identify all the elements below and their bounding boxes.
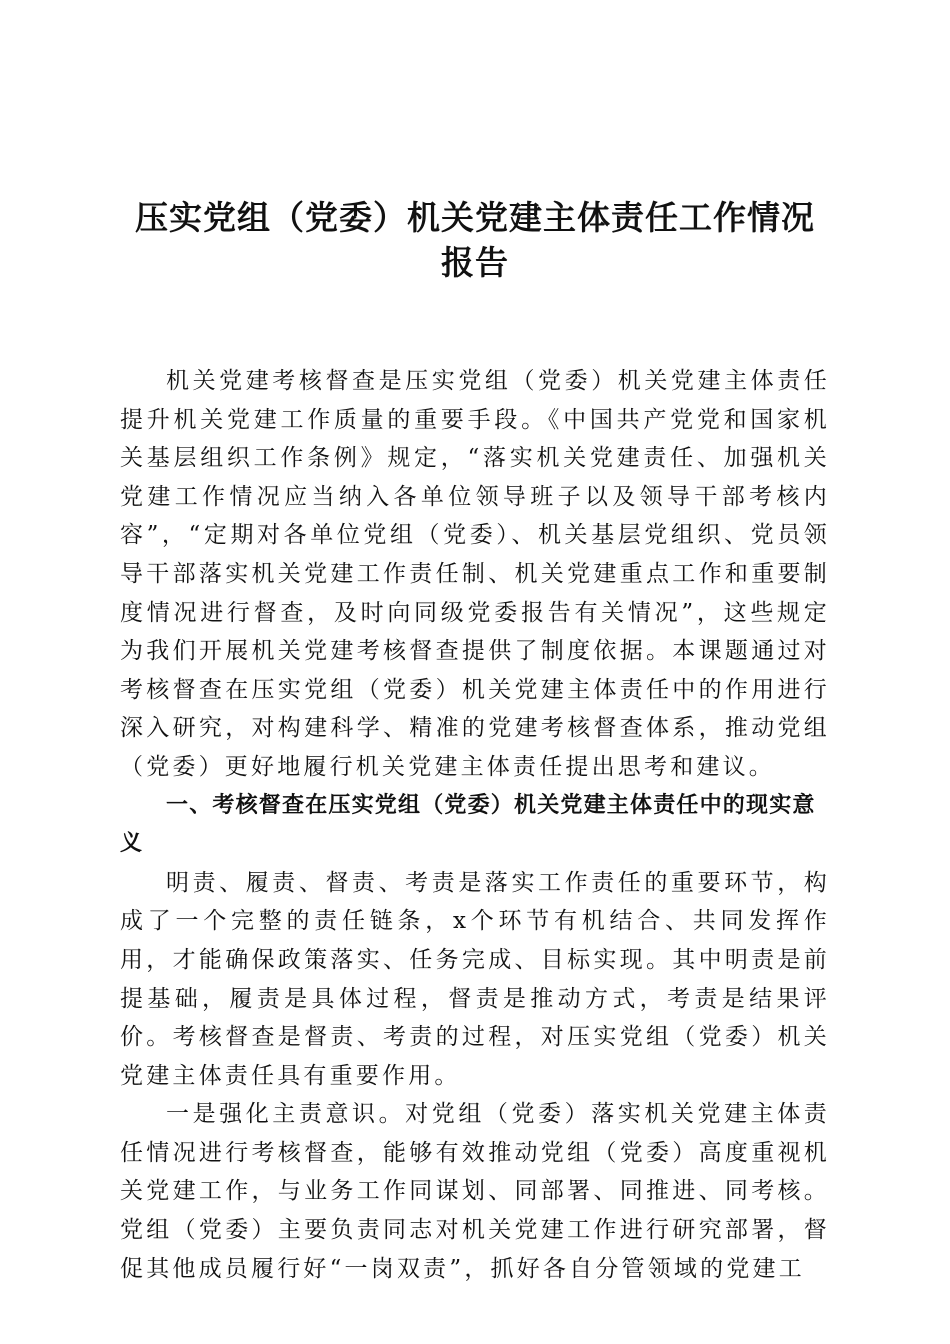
document-body (120, 362, 830, 1288)
section-heading: 一、考核督查在压实党组（党委）机关党建主体责任中的现实意义 (120, 792, 816, 857)
document-title-line1: 压实党组（党委）机关党建主体责任工作情况 (135, 198, 815, 237)
intro-paragraph: 机关党建考核督查是压实党组（党委）机关党建主体责任提升机关党建工作质量的重要手段。《中国共产党党和国家机关基层组织工作条例》规定，“落实机关党建责任、加强机关党建工作情况应当纳入各单位领导班子以及领导干部考核内容”，“定期对各单位党组（党委）、机关基层党组织、党员领导干部落实机关党建工作责任制、机关党建重点工作和重要制度情况进行督查，及时向同级党委报告有关情况”，这些规定为我们开展机关党建考核督查提供了制度依据。本课题通过对考核督查在压实党组（党委）机关党建主体责任中的作用进行深入研究，对构建科学、精准的党建考核督查体系，推动党组（党委）更好地履行机关党建主体责任提出思考和建议。 (120, 368, 830, 780)
body-paragraph-strengthen-awareness: 一是强化主责意识。对党组（党委）落实机关党建主体责任情况进行考核督查，能够有效推动党组（党委）高度重视机关党建工作，与业务工作同谋划、同部署、同推进、同考核。党组（党委）主要负责同志对机关党建工作进行研究部署，督促其他成员履行好“一岗双责”，抓好各自分管领域的党建工 (120, 1101, 830, 1282)
document-title-line2: 报告 (441, 243, 509, 282)
body-paragraph-accountability-chain: 明责、履责、督责、考责是落实工作责任的重要环节，构成了一个完整的责任链条，x个环节有机结合、共同发挥作用，才能确保政策落实、任务完成、目标实现。其中明责是前提基础，履责是具体过程，督责是推动方式，考责是结果评价。考核督查是督责、考责的过程，对压实党组（党委）机关党建主体责任具有重要作用。 (120, 869, 830, 1089)
